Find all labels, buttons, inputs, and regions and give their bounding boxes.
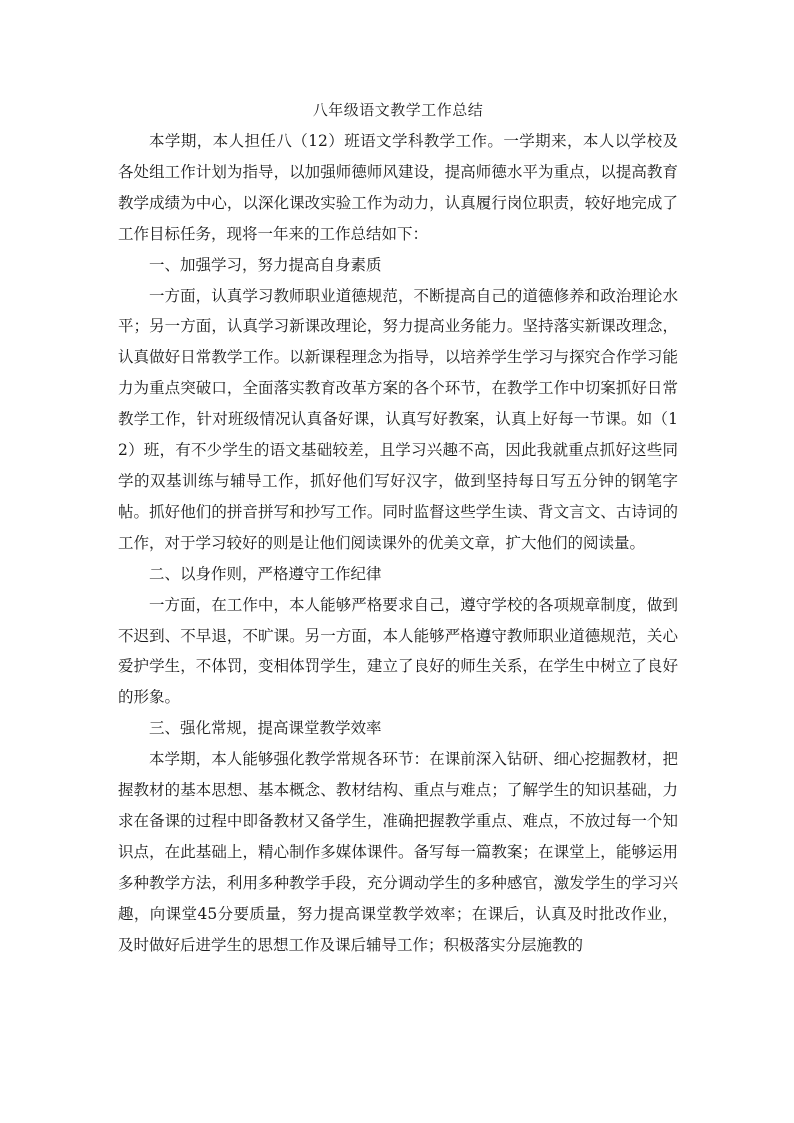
section-body-3: 本学期，本人能够强化教学常规各环节：在课前深入钻研、细心挖掘教材，把握教材的基本思想、基本概念、教材结构、重点与难点；了解学生的知识基础，力求在备课的过程中即备教材又备学生，准确把握教学重点、难点，不放过每一个知识点，在此基础上，精心制作多媒体课件。备写每一篇教案；在课堂上，能够运用多种教学方法，利用多种教学手段，充分调动学生的多种感官，激发学生的学习兴趣，向课堂45分要质量，努力提高课堂教学效率；在课后，认真及时批改作业，及时做好后进学生的思想工作及课后辅导工作；积极落实分层施教的 xyxy=(118,750,678,954)
section-heading-3: 三、强化常规，提高课堂教学效率 xyxy=(149,719,382,738)
document-page xyxy=(118,96,678,960)
section-heading-1: 一、加强学习，努力提高自身素质 xyxy=(149,255,382,274)
section-body-1: 一方面，认真学习教师职业道德规范，不断提高自己的道德修养和政治理论水平；另一方面，认真学习新课改理论，努力提高业务能力。坚持落实新课改理念，认真做好日常教学工作。以新课程理念为指导，以培养学生学习与探究合作学习能力为重点突破口，全面落实教育改革方案的各个环节，在教学工作中切案抓好日常教学工作，针对班级情况认真备好课，认真写好教案，认真上好每一节课。如（12）班，有不少学生的语文基础较差，且学习兴趣不高，因此我就重点抓好这些同学的双基训练与辅导工作，抓好他们写好汉字，做到坚持每日写五分钟的钢笔字帖。抓好他们的拼音拼写和抄写工作。同时监督这些学生读、背文言文、古诗词的工作，对于学习较好的则是让他们阅读课外的优美文章，扩大他们的阅读量。 xyxy=(118,286,678,552)
intro-paragraph: 本学期，本人担任八（12）班语文学科教学工作。一学期来，本人以学校及各处组工作计划为指导，以加强师德师风建设，提高师德水平为重点，以提高教育教学成绩为中心，以深化课改实验工作为动力，认真履行岗位职责，较好地完成了工作目标任务，现将一年来的工作总结如下： xyxy=(118,132,678,243)
section-heading-2: 二、以身作则，严格遵守工作纪律 xyxy=(149,564,382,583)
document-title: 八年级语文教学工作总结 xyxy=(312,101,484,119)
section-body-2: 一方面，在工作中，本人能够严格要求自己，遵守学校的各项规章制度，做到不迟到、不早退，不旷课。另一方面，本人能够严格遵守教师职业道德规范，关心爱护学生，不体罚，变相体罚学生，建立了良好的师生关系，在学生中树立了良好的形象。 xyxy=(118,595,678,707)
